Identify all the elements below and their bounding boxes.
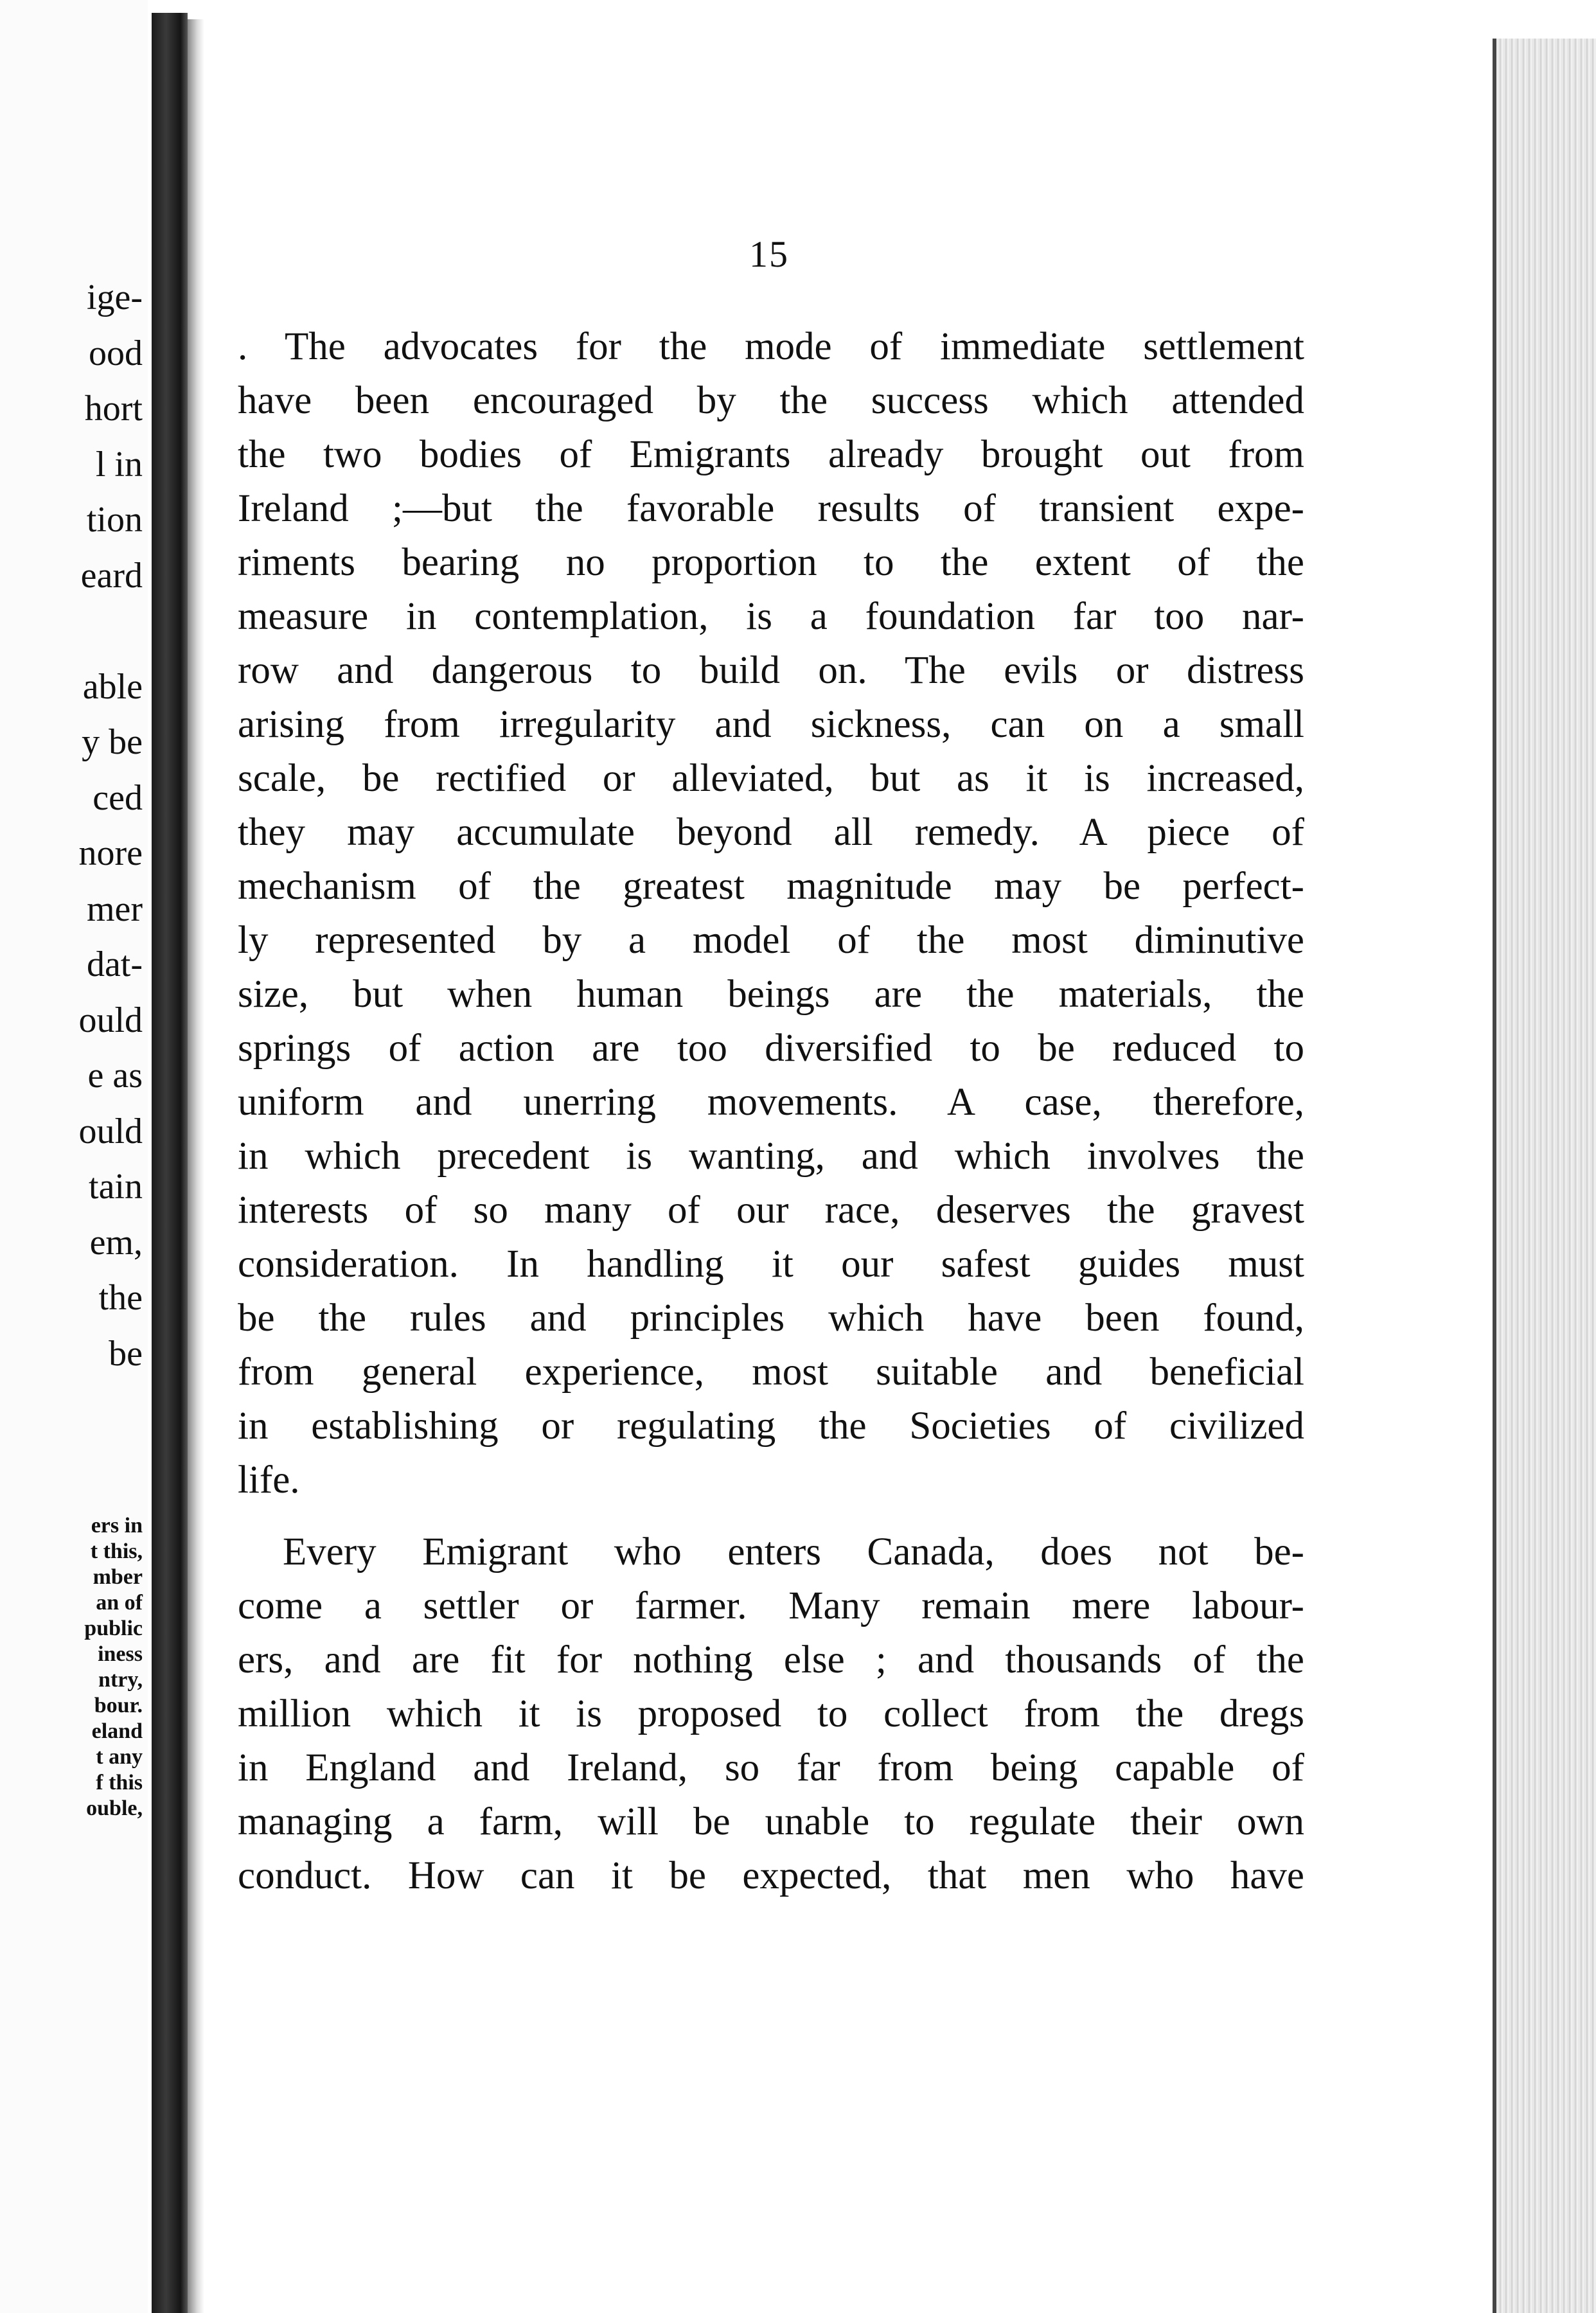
facing-page-line: mer [86,889,143,929]
text-line: have been encouraged by the success which attended [238,379,1304,422]
facing-page-line: an of [96,1591,143,1615]
paragraph-gap [238,1507,1304,1525]
text-line: . The advocates for the mode of immediate settlement [238,325,1304,368]
gutter-shadow [188,19,204,2313]
facing-page-line: tain [89,1167,143,1207]
text-line: be the rules and principles which have been found, [238,1297,1304,1340]
text-line: million which it is proposed to collect from the dregs [238,1692,1304,1735]
facing-page-line: tion [86,500,143,540]
text-line: life. [238,1458,300,1502]
facing-page-line: l in [95,444,143,484]
page-edge-line [1493,39,1496,2313]
facing-page-line: able [82,666,143,707]
book-gutter [152,13,188,2313]
text-line: consideration. In handling it our safest guides must [238,1243,1304,1286]
text-line: ly represented by a model of the most diminutive [238,919,1304,962]
facing-page-footnote [84,1513,143,1821]
facing-page-line: y be [82,722,143,762]
facing-page-line: t any [96,1745,143,1769]
facing-page-line: be [109,1333,143,1374]
facing-page-text [78,270,143,1381]
facing-page-line: mber [93,1565,143,1589]
facing-page-line: ould [78,1111,143,1151]
text-line: in establishing or regulating the Societies of civilized [238,1405,1304,1448]
facing-page-line: dat- [86,944,143,984]
facing-page-line: eland [91,1719,143,1743]
facing-page-line: eard [80,555,143,596]
facing-page-line: ige- [86,278,143,317]
text-line: springs of action are too diversified to be reduced to [238,1027,1304,1070]
text-line: the two bodies of Emigrants already brought out from [238,433,1304,476]
facing-page-cropped [0,0,148,2313]
text-line: arising from irregularity and sickness, can on a small [238,703,1304,746]
text-line: in England and Ireland, so far from being capable of [238,1746,1304,1789]
facing-page-line: ers in [91,1514,143,1538]
text-line: interests of so many of our race, deserves the gravest [238,1189,1304,1232]
text-line: managing a farm, will be unable to regulate their own [238,1800,1304,1843]
facing-page-line: bour. [94,1694,143,1717]
page-number: 15 [749,233,789,275]
facing-page-line: ced [93,777,143,818]
text-line: come a settler or farmer. Many remain mere labour- [238,1584,1304,1627]
paragraph-2 [238,1525,1304,1903]
facing-page-line: e as [87,1056,143,1095]
text-line: riments bearing no proportion to the extent of the [238,541,1304,584]
text-line: row and dangerous to build on. The evils or distress [238,649,1304,692]
page-fore-edge [1493,39,1596,2313]
facing-page-line: ouble, [86,1796,143,1820]
facing-page-line: t this, [90,1539,143,1563]
facing-page-line: f this [96,1771,143,1795]
text-line: they may accumulate beyond all remedy. A piece of [238,811,1304,854]
text-line: size, but when human beings are the materials, the [238,973,1304,1016]
text-line: scale, be rectified or alleviated, but as it is increased, [238,757,1304,800]
text-line: ers, and are fit for nothing else ; and thousands of the [238,1638,1304,1681]
text-line: mechanism of the greatest magnitude may be perfect- [238,865,1304,908]
facing-page-line: nore [78,833,143,873]
facing-page-line: ntry, [98,1668,143,1692]
facing-page-line: em, [89,1222,143,1263]
facing-page-line: public [84,1617,143,1640]
text-line: from general experience, most suitable and beneficial [238,1351,1304,1394]
facing-page-line [78,603,143,659]
text-line: Ireland ;—but the favorable results of transient expe- [238,487,1304,530]
text-line: conduct. How can it be expected, that men who have [238,1854,1304,1897]
page-body-text [238,320,1304,1903]
text-line: measure in contemplation, is a foundation far too nar- [238,595,1304,638]
text-line: in which precedent is wanting, and which involves the [238,1135,1304,1178]
book-page [204,13,1493,2313]
facing-page-line: ood [89,333,143,373]
facing-page-line: ould [78,1000,143,1040]
text-line: Every Emigrant who enters Canada, does not be- [283,1530,1304,1573]
paragraph-1 [238,320,1304,1507]
facing-page-line: hort [84,389,143,429]
text-line: uniform and unerring movements. A case, therefore, [238,1081,1304,1124]
facing-page-line: the [98,1278,143,1318]
facing-page-line: iness [98,1642,143,1666]
